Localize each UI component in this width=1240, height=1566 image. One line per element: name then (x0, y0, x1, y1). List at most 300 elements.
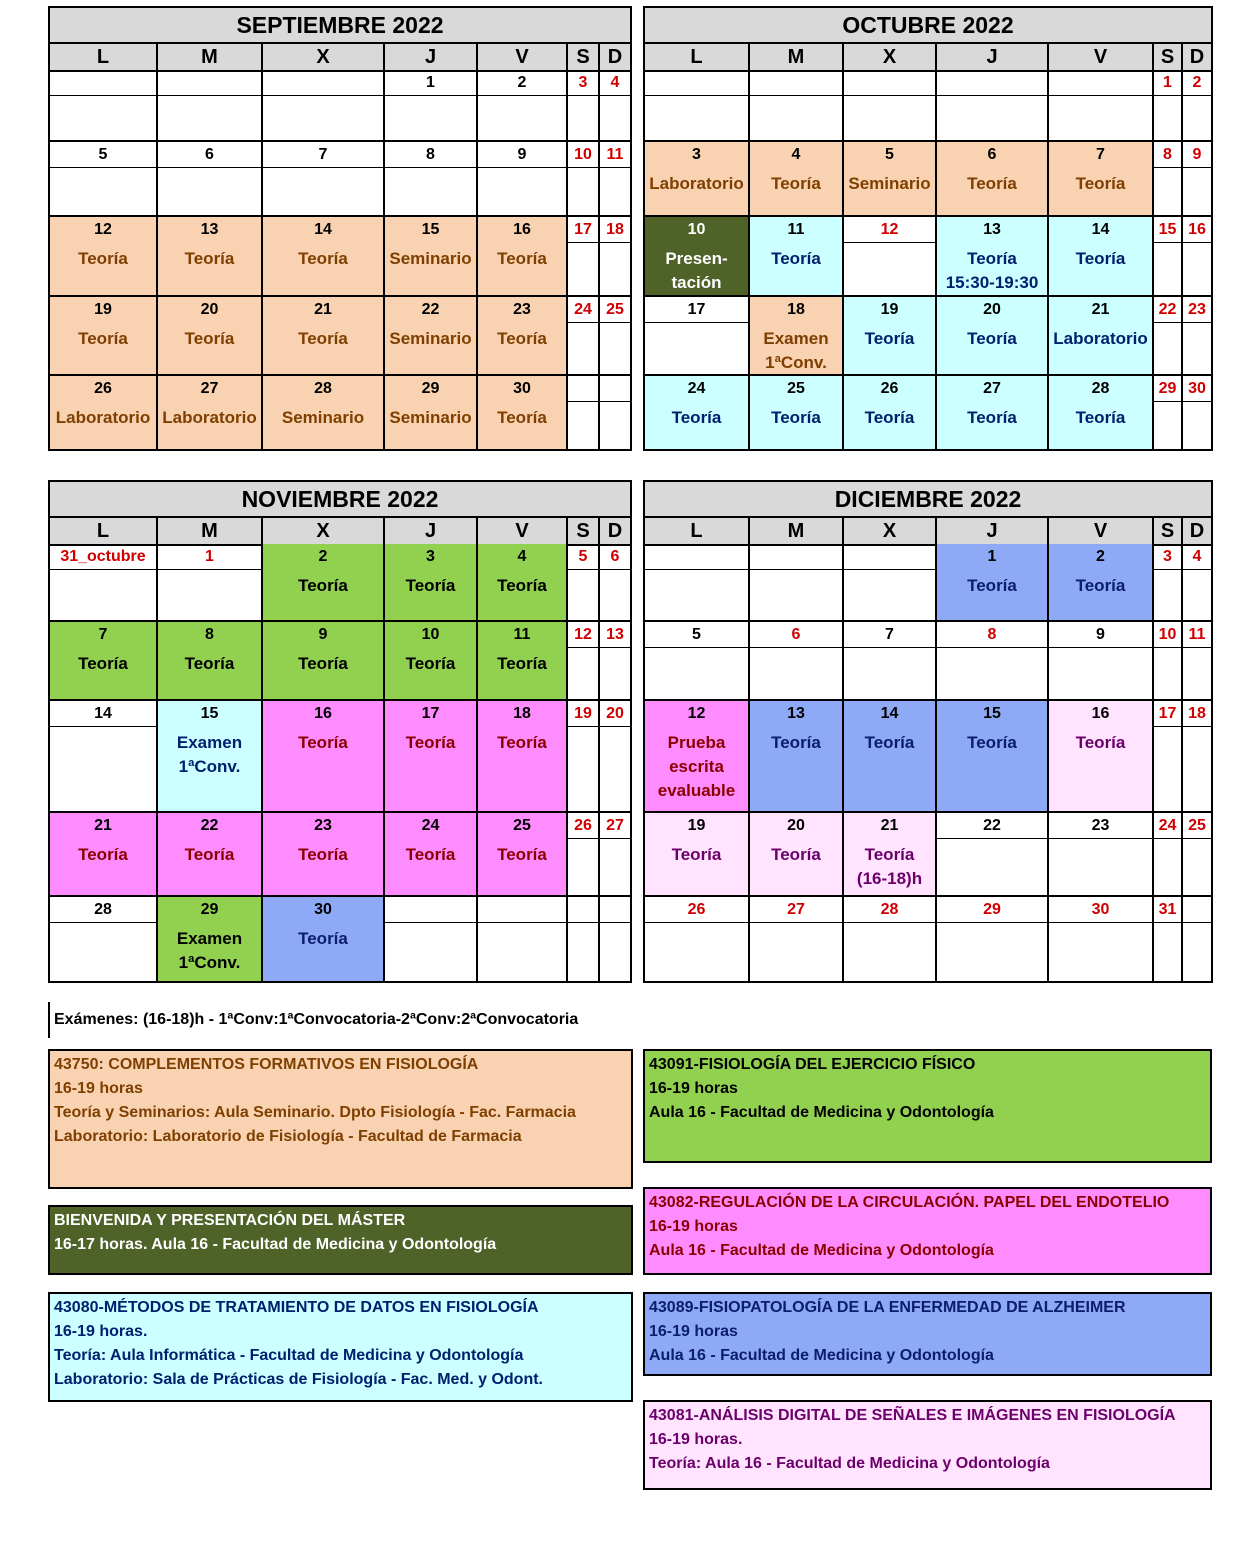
day-number: 13 (606, 626, 624, 643)
day-number: 11 (513, 626, 531, 643)
day-cell (600, 897, 630, 981)
day-activity: Teoría (1075, 408, 1126, 427)
day-number: 17 (574, 221, 592, 238)
day-cell (385, 217, 478, 297)
day-number-divider (1183, 167, 1211, 168)
weekday-header-row (645, 518, 1211, 546)
day-activity: Teoría (771, 249, 821, 268)
day-number: 28 (880, 901, 899, 918)
day-cell (1154, 544, 1183, 622)
day-cell (385, 297, 478, 376)
weekday-header: V (478, 44, 568, 70)
day-number (385, 899, 476, 921)
day-activity: Laboratorio (649, 174, 744, 193)
day-cell (158, 544, 263, 622)
day-cell (750, 897, 844, 981)
day-number-divider (1183, 95, 1211, 96)
day-cell (263, 297, 385, 376)
weekday-header: X (844, 44, 937, 70)
day-number-divider (600, 726, 630, 727)
day-number: 7 (885, 626, 894, 643)
day-number-divider (844, 95, 935, 96)
day-cell (1154, 376, 1183, 449)
day-number-divider (50, 95, 156, 96)
day-number (750, 546, 842, 568)
day-number (937, 72, 1047, 94)
day-number: 20 (983, 301, 1001, 318)
day-number: 10 (1158, 626, 1177, 643)
day-activity: Teoría (78, 654, 128, 673)
day-cell (568, 701, 600, 813)
day-cell (1154, 70, 1183, 142)
day-cell (50, 376, 158, 449)
legend-box (643, 1400, 1212, 1490)
day-number: 1 (987, 548, 997, 565)
day-cell (568, 70, 600, 142)
day-number (645, 546, 748, 568)
month-title: NOVIEMBRE 2022 (50, 482, 630, 518)
day-cell (263, 701, 385, 813)
day-number: 22 (200, 817, 219, 834)
day-cell (1049, 297, 1154, 376)
day-number-divider (1183, 322, 1211, 323)
day-number: 31_octubre (60, 548, 146, 565)
day-number: 5 (692, 626, 701, 643)
day-number-divider (1183, 838, 1211, 839)
day-number: 22 (421, 301, 440, 318)
day-activity: Prueba escrita evaluable (657, 733, 736, 800)
day-cell (844, 70, 937, 142)
day-cell (645, 217, 750, 297)
day-number-divider (844, 569, 935, 570)
day-cell (568, 217, 600, 297)
day-cell (844, 701, 937, 813)
day-number: 1 (205, 548, 214, 565)
day-activity: Teoría (298, 249, 348, 268)
day-cell (385, 376, 478, 449)
day-number: 4 (1192, 548, 1202, 565)
legend-title: 43089-FISIOPATOLOGÍA DE LA ENFERMEDAD DE ALZHEIMER (649, 1299, 1126, 1316)
day-number-divider (937, 838, 1047, 839)
weekday-header: L (50, 518, 158, 544)
day-number: 28 (314, 380, 332, 397)
day-activity: Teoría (405, 733, 456, 752)
day-cell (844, 376, 937, 449)
day-activity: Teoría (497, 733, 547, 752)
day-number-divider (645, 647, 748, 648)
day-cell (750, 376, 844, 449)
day-number: 10 (687, 221, 706, 238)
day-number-divider (50, 922, 156, 923)
day-number (844, 72, 935, 94)
legend-title: 43080-MÉTODOS DE TRATAMIENTO DE DATOS EN FISIOLOGÍA (54, 1299, 539, 1316)
day-number: 5 (885, 146, 894, 163)
day-number: 23 (513, 301, 531, 318)
day-number: 7 (318, 146, 328, 163)
day-activity: Teoría (864, 408, 915, 427)
day-activity: Examen 1ªConv. (176, 929, 243, 972)
day-number: 19 (94, 301, 112, 318)
day-number: 28 (1091, 380, 1110, 397)
day-number-divider (263, 167, 383, 168)
day-number-divider (937, 647, 1047, 648)
weekday-header: X (844, 518, 937, 544)
legend-title: 43081-ANÁLISIS DIGITAL DE SEÑALES E IMÁGENES EN FISIOLOGÍA (649, 1407, 1176, 1424)
day-number: 7 (1096, 146, 1105, 163)
day-number-divider (158, 95, 261, 96)
day-activity: Teoría (298, 329, 348, 348)
day-cell (750, 544, 844, 622)
day-number: 5 (578, 548, 588, 565)
day-number: 15 (200, 705, 219, 722)
day-cell (750, 701, 844, 813)
legend-box (48, 1049, 633, 1189)
day-activity: Teoría (771, 408, 821, 427)
weekday-header-row (50, 518, 630, 546)
day-number: 2 (517, 74, 527, 91)
day-activity: Teoría (78, 249, 128, 268)
day-activity: Teoría (184, 249, 235, 268)
day-activity: Teoría (298, 576, 348, 595)
day-number: 11 (787, 221, 805, 238)
weekday-header: V (478, 518, 568, 544)
day-number-divider (1183, 726, 1211, 727)
day-activity: Teoría (967, 408, 1017, 427)
day-number: 17 (687, 301, 706, 318)
day-number: 12 (880, 221, 899, 238)
day-number-divider (568, 922, 598, 923)
day-activity: Laboratorio (1053, 329, 1148, 348)
day-number: 10 (574, 146, 592, 163)
day-cell (385, 813, 478, 897)
day-cell (1049, 142, 1154, 217)
day-activity: Teoría (298, 654, 348, 673)
day-cell (1183, 544, 1211, 622)
day-activity: Teoría (405, 654, 456, 673)
day-activity: Teoría (967, 733, 1017, 752)
day-activity: Teoría (298, 845, 348, 864)
weekday-header: J (385, 44, 478, 70)
month-calendar (48, 6, 632, 451)
day-cell (600, 217, 630, 297)
day-cell (1183, 70, 1211, 142)
day-number (568, 378, 598, 400)
day-cell (478, 544, 568, 622)
day-number: 8 (205, 626, 214, 643)
day-number: 21 (314, 301, 332, 318)
day-number-divider (1154, 569, 1181, 570)
day-activity: Teoría (497, 845, 547, 864)
weekday-header: X (263, 44, 385, 70)
day-activity: Teoría (771, 174, 821, 193)
day-activity: Teoría (967, 174, 1017, 193)
day-activity: Teoría (497, 654, 547, 673)
day-cell (844, 297, 937, 376)
day-cell (1049, 544, 1154, 622)
day-cell (385, 70, 478, 142)
day-number: 17 (1158, 705, 1177, 722)
day-activity: Teoría (967, 329, 1017, 348)
day-number-divider (1049, 95, 1152, 96)
day-number-divider (1154, 726, 1181, 727)
day-cell (158, 217, 263, 297)
day-number-divider (1049, 922, 1152, 923)
day-activity: Teoría (16-18)h (856, 845, 923, 888)
day-number-divider (263, 95, 383, 96)
day-number: 22 (1158, 301, 1177, 318)
day-cell (844, 217, 937, 297)
day-cell (50, 701, 158, 813)
day-number: 20 (200, 301, 219, 318)
day-cell (750, 217, 844, 297)
day-activity: Presen- tación (665, 249, 728, 292)
day-cell (568, 813, 600, 897)
day-activity: Teoría (497, 329, 547, 348)
day-number: 1 (426, 74, 435, 91)
day-number: 23 (1091, 817, 1110, 834)
month-title: OCTUBRE 2022 (645, 8, 1211, 44)
day-number (1049, 72, 1152, 94)
day-number: 11 (1188, 626, 1206, 643)
day-activity: Teoría (405, 845, 456, 864)
day-cell (1049, 70, 1154, 142)
day-cell (1049, 897, 1154, 981)
day-cell (937, 622, 1049, 701)
day-number: 27 (606, 817, 624, 834)
day-number: 16 (1091, 705, 1110, 722)
day-number-divider (568, 401, 598, 402)
day-number-divider (158, 569, 261, 570)
day-activity: Teoría (671, 845, 722, 864)
day-number: 30 (513, 380, 531, 397)
day-number: 24 (1158, 817, 1177, 834)
day-number: 21 (880, 817, 899, 834)
day-cell (1049, 217, 1154, 297)
legend-line: 16-19 horas. (649, 1431, 743, 1448)
day-number (263, 72, 383, 94)
day-number: 9 (318, 626, 328, 643)
weekday-header: V (1049, 44, 1154, 70)
weekday-header: L (645, 518, 750, 544)
day-number: 23 (314, 817, 332, 834)
day-cell (50, 622, 158, 701)
day-cell (1049, 813, 1154, 897)
legend-line: 16-17 horas. Aula 16 - Facultad de Medicina y Odontología (54, 1236, 497, 1253)
day-cell (478, 376, 568, 449)
day-number: 27 (787, 901, 805, 918)
day-cell (937, 701, 1049, 813)
day-cell (1183, 813, 1211, 897)
legend-box (48, 1205, 633, 1275)
day-number (600, 378, 630, 400)
day-number-divider (1183, 242, 1211, 243)
day-cell (937, 142, 1049, 217)
weekday-header: M (158, 518, 263, 544)
day-number: 16 (513, 221, 531, 238)
day-number-divider (600, 242, 630, 243)
day-activity: Teoría (771, 733, 821, 752)
legend-line: Teoría y Seminarios: Aula Seminario. Dpto Fisiología - Fac. Farmacia (54, 1104, 576, 1121)
day-activity: Examen 1ªConv. (176, 733, 243, 776)
day-number: 14 (880, 705, 899, 722)
day-number-divider (385, 167, 476, 168)
day-number: 29 (1158, 380, 1177, 397)
day-number: 7 (98, 626, 108, 643)
day-activity: Teoría (967, 576, 1017, 595)
month-title: DICIEMBRE 2022 (645, 482, 1211, 518)
day-number-divider (1154, 322, 1181, 323)
day-cell (645, 376, 750, 449)
day-cell (937, 70, 1049, 142)
day-cell (937, 897, 1049, 981)
legend-line: 16-19 horas. (54, 1323, 148, 1340)
legend-line: Aula 16 - Facultad de Medicina y Odontología (649, 1104, 994, 1121)
weekday-header: D (1189, 46, 1205, 68)
legend-line: Teoría: Aula 16 - Facultad de Medicina y Odontología (649, 1455, 1050, 1472)
day-number-divider (568, 647, 598, 648)
day-cell (158, 701, 263, 813)
day-number: 3 (426, 548, 435, 565)
weekday-header: M (158, 44, 263, 70)
day-number: 24 (687, 380, 706, 397)
day-number-divider (1183, 647, 1211, 648)
day-activity: Laboratorio (55, 408, 151, 427)
day-cell (478, 622, 568, 701)
day-number-divider (568, 95, 598, 96)
day-activity: Examen 1ªConv. (763, 329, 829, 372)
day-cell (50, 297, 158, 376)
day-number: 4 (791, 146, 801, 163)
day-activity: Teoría (671, 408, 722, 427)
day-cell (385, 701, 478, 813)
day-cell (750, 142, 844, 217)
weekday-header: S (1154, 44, 1183, 70)
day-cell (645, 813, 750, 897)
day-number: 20 (606, 705, 624, 722)
day-number: 10 (421, 626, 440, 643)
day-number-divider (1183, 401, 1211, 402)
day-number-divider (158, 167, 261, 168)
weekday-header: D (607, 46, 623, 68)
day-cell (645, 622, 750, 701)
day-cell (385, 142, 478, 217)
day-number: 16 (1188, 221, 1206, 238)
day-number: 21 (1091, 301, 1110, 318)
day-cell (478, 813, 568, 897)
day-cell (844, 142, 937, 217)
day-number-divider (1183, 922, 1211, 923)
day-number: 9 (517, 146, 527, 163)
day-cell (600, 701, 630, 813)
day-cell (1183, 897, 1211, 981)
day-cell (600, 297, 630, 376)
weekday-header: X (263, 518, 385, 544)
day-number-divider (844, 647, 935, 648)
day-number: 9 (1192, 146, 1202, 163)
day-cell (50, 70, 158, 142)
day-number (568, 899, 598, 921)
day-number: 18 (1188, 705, 1206, 722)
day-cell (158, 813, 263, 897)
day-cell (645, 701, 750, 813)
day-cell (844, 622, 937, 701)
day-cell (600, 813, 630, 897)
day-number-divider (385, 95, 476, 96)
day-number: 14 (1091, 221, 1110, 238)
day-number: 29 (200, 901, 219, 918)
day-cell (1183, 217, 1211, 297)
legend-line: 16-19 horas (649, 1218, 738, 1235)
day-cell (600, 376, 630, 449)
day-number-divider (1154, 401, 1181, 402)
month-calendar (643, 6, 1213, 451)
day-number (645, 72, 748, 94)
day-activity: Teoría (184, 654, 235, 673)
day-number: 19 (687, 817, 706, 834)
day-cell (937, 813, 1049, 897)
legend-box (643, 1187, 1212, 1275)
day-number: 28 (94, 901, 112, 918)
day-number: 13 (983, 221, 1001, 238)
day-number: 3 (578, 74, 588, 91)
weekday-header-row (645, 44, 1211, 72)
day-cell (158, 297, 263, 376)
day-number: 5 (98, 146, 108, 163)
day-number: 13 (787, 705, 805, 722)
day-cell (1183, 622, 1211, 701)
day-number-divider (50, 167, 156, 168)
weekday-header: D (607, 520, 623, 542)
day-number-divider (750, 95, 842, 96)
day-cell (750, 70, 844, 142)
day-cell (568, 297, 600, 376)
day-number-divider (937, 922, 1047, 923)
day-number (50, 72, 156, 94)
day-number: 24 (421, 817, 440, 834)
legend-line: 16-19 horas (649, 1080, 738, 1097)
day-number-divider (568, 838, 598, 839)
day-cell (478, 701, 568, 813)
day-cell (1154, 622, 1183, 701)
day-cell (385, 622, 478, 701)
day-activity: Teoría (497, 576, 547, 595)
day-number: 6 (987, 146, 997, 163)
legend-line: Aula 16 - Facultad de Medicina y Odontología (649, 1347, 994, 1364)
legend-note: Exámenes: (16-18)h - 1ªConv:1ªConvocatoria-2ªConv:2ªConvocatoria (48, 1002, 578, 1038)
day-activity: Teoría (78, 845, 128, 864)
day-activity: Teoría (1075, 576, 1126, 595)
day-number: 8 (987, 626, 997, 643)
day-number: 6 (610, 548, 620, 565)
day-cell (263, 142, 385, 217)
day-cell (645, 544, 750, 622)
day-number (478, 899, 566, 921)
day-number: 25 (606, 301, 624, 318)
day-number (750, 72, 842, 94)
day-number-divider (600, 922, 630, 923)
day-cell (1154, 217, 1183, 297)
day-cell (263, 70, 385, 142)
day-cell (844, 813, 937, 897)
day-number: 16 (314, 705, 332, 722)
day-cell (645, 297, 750, 376)
day-cell (263, 813, 385, 897)
day-cell (600, 142, 630, 217)
day-cell (1183, 142, 1211, 217)
day-number: 24 (574, 301, 592, 318)
day-cell (478, 70, 568, 142)
day-number (1183, 899, 1211, 921)
